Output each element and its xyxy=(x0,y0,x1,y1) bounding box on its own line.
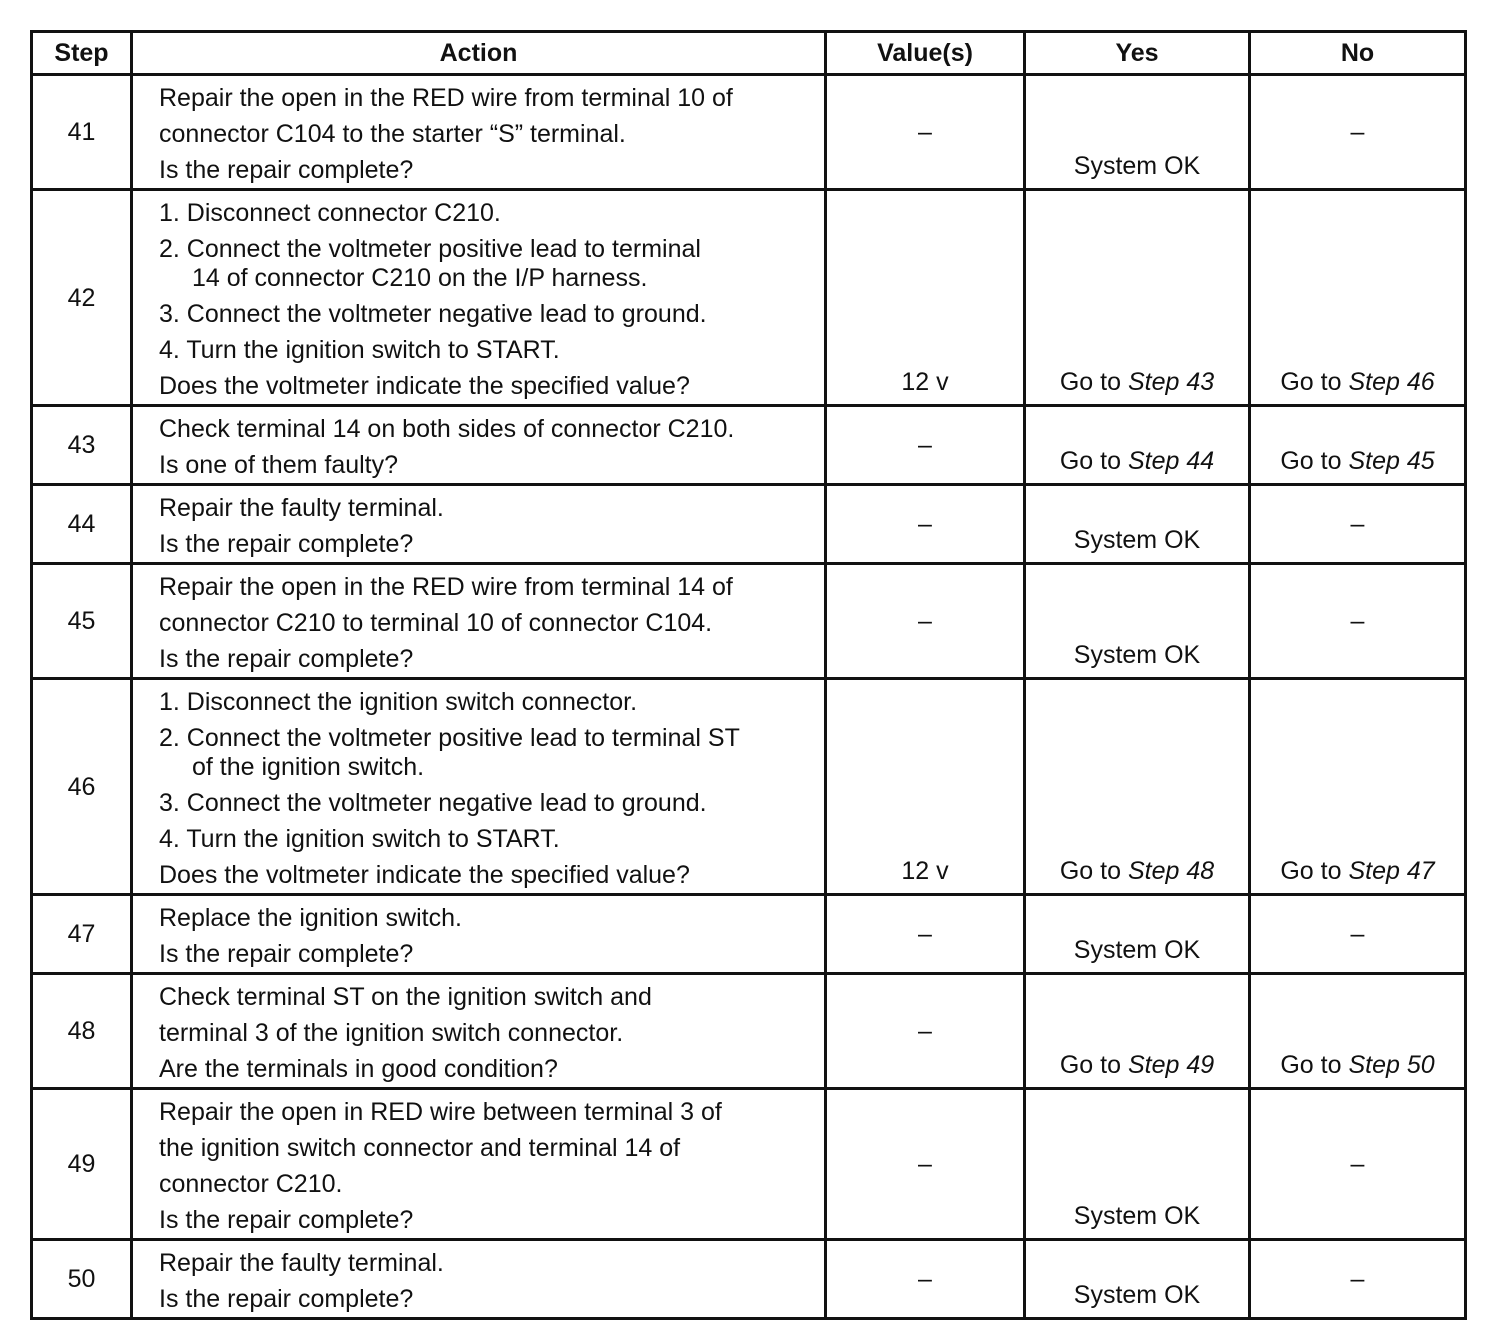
yes-step-link[interactable]: Step 43 xyxy=(1127,368,1215,396)
table-row xyxy=(32,485,1466,564)
value-text: 12 v xyxy=(901,857,949,885)
yes-cell xyxy=(1025,485,1250,564)
step-number: 50 xyxy=(32,1240,132,1319)
no-cell xyxy=(1250,974,1466,1089)
action-cell xyxy=(132,1089,826,1240)
yes-cell xyxy=(1025,564,1250,679)
yes-step-link[interactable]: Step 44 xyxy=(1127,447,1215,475)
yes-cell xyxy=(1025,75,1250,190)
step-number: 44 xyxy=(32,485,132,564)
step-number: 47 xyxy=(32,895,132,974)
no-cell xyxy=(1250,564,1466,679)
action-text-line: Does the voltmeter indicate the specified value? xyxy=(159,861,690,889)
no-cell xyxy=(1250,1089,1466,1240)
diagnostic-step-table xyxy=(30,30,1467,1320)
value-cell xyxy=(826,190,1025,406)
action-text-line: the ignition switch connector and terminal 14 of xyxy=(159,1134,681,1162)
action-numbered-step: 4. Turn the ignition switch to START. xyxy=(159,336,560,364)
action-text-line: Is the repair complete? xyxy=(159,645,414,673)
header-yes: Yes xyxy=(1025,32,1250,75)
table-row xyxy=(32,75,1466,190)
value-cell xyxy=(826,406,1025,485)
table-row xyxy=(32,1240,1466,1319)
action-numbered-step: 4. Turn the ignition switch to START. xyxy=(159,825,560,853)
table-row xyxy=(32,679,1466,895)
header-action: Action xyxy=(132,32,826,75)
no-result-text: Go to xyxy=(1280,447,1349,475)
no-result-text: – xyxy=(1350,510,1365,538)
diagnostic-table-page xyxy=(30,30,1464,1320)
value-text: – xyxy=(918,118,932,146)
action-text-line: connector C210 to terminal 10 of connector C104. xyxy=(159,609,713,637)
action-cell xyxy=(132,679,826,895)
action-text-line: Is one of them faulty? xyxy=(159,451,399,479)
value-cell xyxy=(826,1240,1025,1319)
step-number: 49 xyxy=(32,1089,132,1240)
action-numbered-step: 2. Connect the voltmeter positive lead to terminal xyxy=(159,235,701,263)
no-step-link[interactable]: Step 50 xyxy=(1348,1051,1435,1079)
yes-cell xyxy=(1025,1089,1250,1240)
step-number: 42 xyxy=(32,190,132,406)
table-row xyxy=(32,895,1466,974)
no-cell xyxy=(1250,485,1466,564)
no-result-text: Go to xyxy=(1280,368,1349,396)
table-row xyxy=(32,1089,1466,1240)
value-cell xyxy=(826,679,1025,895)
action-text-line: Repair the open in the RED wire from terminal 10 of xyxy=(159,84,733,112)
action-cell xyxy=(132,75,826,190)
no-result-text: Go to xyxy=(1280,857,1349,885)
action-step-continuation: 14 of connector C210 on the I/P harness. xyxy=(192,264,648,292)
no-step-link[interactable]: Step 45 xyxy=(1348,447,1435,475)
no-result-text: Go to xyxy=(1280,1051,1349,1079)
action-text-line: Repair the faulty terminal. xyxy=(159,494,444,522)
no-step-link[interactable]: Step 47 xyxy=(1348,857,1435,885)
action-text-line: connector C104 to the starter “S” terminal. xyxy=(159,120,626,148)
value-text: – xyxy=(918,920,932,948)
value-cell xyxy=(826,895,1025,974)
table-header-row xyxy=(32,32,1466,75)
no-cell xyxy=(1250,406,1466,485)
yes-result-text: System OK xyxy=(1073,152,1201,180)
no-cell xyxy=(1250,679,1466,895)
yes-cell xyxy=(1025,679,1250,895)
step-number: 45 xyxy=(32,564,132,679)
action-numbered-step: 3. Connect the voltmeter negative lead to ground. xyxy=(159,789,707,817)
action-text-line: Is the repair complete? xyxy=(159,530,414,558)
yes-result-text: System OK xyxy=(1073,1281,1201,1309)
action-text-line: connector C210. xyxy=(159,1170,343,1198)
no-step-link[interactable]: Step 46 xyxy=(1348,368,1435,396)
action-numbered-step: 1. Disconnect the ignition switch connector. xyxy=(159,688,638,716)
no-cell xyxy=(1250,1240,1466,1319)
header-step: Step xyxy=(32,32,132,75)
yes-result-text: Go to xyxy=(1059,1051,1128,1079)
action-cell xyxy=(132,485,826,564)
value-text: 12 v xyxy=(901,368,949,396)
action-text-line: Repair the open in the RED wire from terminal 14 of xyxy=(159,573,733,601)
no-result-text: – xyxy=(1350,1150,1365,1178)
action-text-line: Check terminal ST on the ignition switch and xyxy=(159,983,652,1011)
yes-step-link[interactable]: Step 48 xyxy=(1127,857,1215,885)
action-text-line: Is the repair complete? xyxy=(159,1206,414,1234)
step-number: 41 xyxy=(32,75,132,190)
value-cell xyxy=(826,485,1025,564)
action-text-line: Does the voltmeter indicate the specified value? xyxy=(159,372,690,400)
table-row xyxy=(32,190,1466,406)
action-text-line: Is the repair complete? xyxy=(159,1285,414,1313)
no-result-text: – xyxy=(1350,920,1365,948)
action-numbered-step: 1. Disconnect connector C210. xyxy=(159,199,501,227)
value-text: – xyxy=(918,431,932,459)
value-cell xyxy=(826,75,1025,190)
yes-result-text: System OK xyxy=(1073,936,1201,964)
no-cell xyxy=(1250,190,1466,406)
action-text-line: Is the repair complete? xyxy=(159,940,414,968)
yes-cell xyxy=(1025,406,1250,485)
yes-step-link[interactable]: Step 49 xyxy=(1127,1051,1215,1079)
action-text-line: Is the repair complete? xyxy=(159,156,414,184)
yes-result-text: Go to xyxy=(1059,857,1128,885)
step-number: 48 xyxy=(32,974,132,1089)
no-cell xyxy=(1250,895,1466,974)
no-result-text: – xyxy=(1350,1265,1365,1293)
step-number: 46 xyxy=(32,679,132,895)
action-numbered-step: 3. Connect the voltmeter negative lead to ground. xyxy=(159,300,707,328)
action-cell xyxy=(132,1240,826,1319)
action-text-line: Check terminal 14 on both sides of connector C210. xyxy=(159,415,735,443)
no-cell xyxy=(1250,75,1466,190)
yes-cell xyxy=(1025,895,1250,974)
value-cell xyxy=(826,564,1025,679)
table-row xyxy=(32,406,1466,485)
value-cell xyxy=(826,1089,1025,1240)
action-step-continuation: of the ignition switch. xyxy=(192,753,425,781)
yes-cell xyxy=(1025,190,1250,406)
header-no: No xyxy=(1250,32,1466,75)
action-cell xyxy=(132,895,826,974)
yes-cell xyxy=(1025,974,1250,1089)
no-result-text: – xyxy=(1350,607,1365,635)
value-text: – xyxy=(918,510,932,538)
value-text: – xyxy=(918,1150,932,1178)
action-text-line: Replace the ignition switch. xyxy=(159,904,462,932)
yes-cell xyxy=(1025,1240,1250,1319)
action-cell xyxy=(132,974,826,1089)
action-text-line: Are the terminals in good condition? xyxy=(159,1055,558,1083)
header-values: Value(s) xyxy=(826,32,1025,75)
value-text: – xyxy=(918,607,932,635)
yes-result-text: Go to xyxy=(1059,368,1128,396)
action-numbered-step: 2. Connect the voltmeter positive lead to terminal ST xyxy=(159,724,740,752)
yes-result-text: System OK xyxy=(1073,526,1201,554)
table-row xyxy=(32,564,1466,679)
action-text-line: Repair the open in RED wire between terminal 3 of xyxy=(159,1098,722,1126)
no-result-text: – xyxy=(1350,118,1365,146)
yes-result-text: Go to xyxy=(1059,447,1128,475)
step-number: 43 xyxy=(32,406,132,485)
yes-result-text: System OK xyxy=(1073,641,1201,669)
action-cell xyxy=(132,564,826,679)
table-row xyxy=(32,974,1466,1089)
action-cell xyxy=(132,406,826,485)
yes-result-text: System OK xyxy=(1073,1202,1201,1230)
action-cell xyxy=(132,190,826,406)
action-text-line: terminal 3 of the ignition switch connector. xyxy=(159,1019,624,1047)
value-text: – xyxy=(918,1017,932,1045)
action-text-line: Repair the faulty terminal. xyxy=(159,1249,444,1277)
value-text: – xyxy=(918,1265,932,1293)
value-cell xyxy=(826,974,1025,1089)
